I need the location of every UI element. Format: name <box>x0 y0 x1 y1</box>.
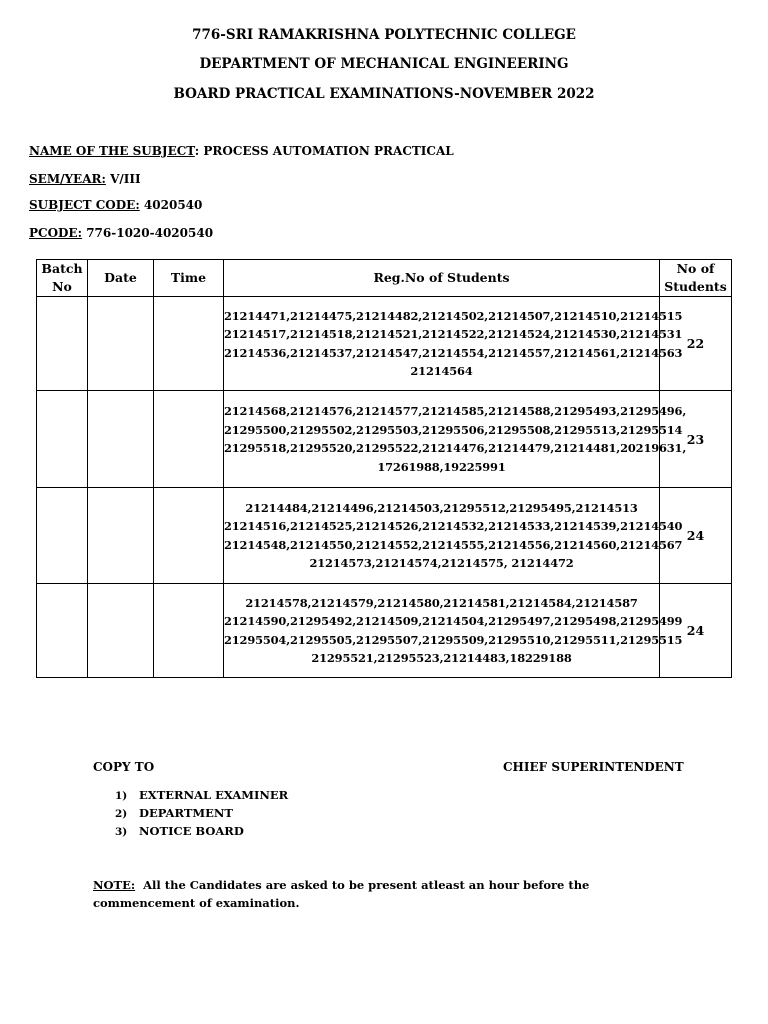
pcode-label: PCODE: <box>29 226 83 240</box>
student-count-cell: 24 <box>660 584 732 678</box>
list-item <box>115 822 288 840</box>
table-header-row <box>37 260 732 297</box>
reg-line: 21214484,21214496,21214503,21295512,21295495,21214513 <box>245 500 638 515</box>
subject-code-label: SUBJECT CODE: <box>29 198 140 212</box>
department-name: DEPARTMENT OF MECHANICAL ENGINEERING <box>199 56 569 72</box>
reg-numbers-cell <box>224 391 687 488</box>
list-item-label: EXTERNAL EXAMINER <box>139 788 289 802</box>
table-row <box>37 488 732 584</box>
reg-line: 21214590,21295492,21214509,21214504,21295497,21295498,21295499 <box>224 614 683 628</box>
time-cell <box>154 488 224 584</box>
reg-line: 21214516,21214525,21214526,21214532,21214533,21214539,21214540 <box>224 519 683 533</box>
reg-line: 21295504,21295505,21295507,21295509,21295510,21295511,21295515 <box>224 632 683 647</box>
table-row <box>37 297 732 391</box>
reg-numbers-cell <box>224 584 683 678</box>
reg-line: 21214573,21214574,21214575, 21214472 <box>309 556 574 570</box>
note-label: NOTE: <box>93 878 136 892</box>
subject-code-value: 4020540 <box>139 198 203 212</box>
date-cell <box>88 391 154 488</box>
subject-name-value: : PROCESS AUTOMATION PRACTICAL <box>194 144 454 158</box>
student-count-cell: 24 <box>660 488 732 584</box>
chief-superintendent-label: CHIEF SUPERINTENDENT <box>503 760 684 774</box>
batch-header-line2: No <box>52 279 72 294</box>
semyear-line <box>29 172 141 186</box>
reg-numbers-cell <box>224 488 683 584</box>
reg-line: 21295521,21295523,21214483,18229188 <box>311 651 572 665</box>
note-text: All the Candidates are asked to be present atleast an hour before the commencement of examination. <box>93 878 594 910</box>
batch-no-header <box>37 260 88 297</box>
table-row <box>37 391 732 488</box>
date-cell <box>88 488 154 584</box>
pcode-line <box>29 226 213 240</box>
reg-line: 21295518,21295520,21295522,21214476,21214479,21214481,20219631, <box>224 441 687 455</box>
table-row <box>37 584 732 678</box>
count-header-line1: No of <box>676 261 715 276</box>
batch-header-line1: Batch <box>41 261 83 276</box>
reg-no-header: Reg.No of Students <box>224 260 660 297</box>
batch-schedule-table <box>36 259 732 678</box>
time-cell <box>154 297 224 391</box>
batch-cell <box>37 297 88 391</box>
pcode-value: 776-1020-4020540 <box>82 226 214 240</box>
time-header: Time <box>154 260 224 297</box>
copy-to-label: COPY TO <box>93 760 155 774</box>
reg-line: 21295500,21295502,21295503,21295506,21295508,21295513,21295514 <box>224 422 683 437</box>
exam-title: BOARD PRACTICAL EXAMINATIONS-NOVEMBER 2022 <box>173 86 595 102</box>
reg-line: 21214517,21214518,21214521,21214522,21214524,21214530,21214531 <box>224 327 683 341</box>
date-cell <box>88 584 154 678</box>
note-paragraph <box>93 876 668 912</box>
copy-to-list <box>115 786 288 840</box>
list-number: 3) <box>115 826 128 838</box>
list-item-label: NOTICE BOARD <box>139 824 244 838</box>
date-cell <box>88 297 154 391</box>
list-item <box>115 786 288 804</box>
student-count-cell: 23 <box>660 391 732 488</box>
reg-line: 21214578,21214579,21214580,21214581,21214584,21214587 <box>245 595 638 610</box>
reg-line: 17261988,19225991 <box>377 459 506 474</box>
list-item-label: DEPARTMENT <box>139 806 233 820</box>
list-item <box>115 804 288 822</box>
batch-cell <box>37 584 88 678</box>
reg-line: 21214536,21214537,21214547,21214554,21214557,21214561,21214563 <box>224 345 683 360</box>
date-header: Date <box>88 260 154 297</box>
reg-numbers-cell <box>224 297 683 391</box>
time-cell <box>154 584 224 678</box>
count-header-line2: Students <box>664 279 727 294</box>
batch-cell <box>37 391 88 488</box>
subject-name-line <box>29 144 454 158</box>
reg-line: 21214471,21214475,21214482,21214502,21214507,21214510,21214515 <box>224 308 683 323</box>
list-number: 1) <box>115 790 128 802</box>
students-count-header <box>660 260 732 297</box>
semyear-value: V/III <box>105 172 141 186</box>
time-cell <box>154 391 224 488</box>
reg-line: 21214548,21214550,21214552,21214555,21214556,21214560,21214567 <box>224 537 683 552</box>
college-name: 776-SRI RAMAKRISHNA POLYTECHNIC COLLEGE <box>192 27 576 43</box>
subject-name-label: NAME OF THE SUBJECT <box>29 144 195 158</box>
reg-line: 21214564 <box>410 364 473 378</box>
semyear-label: SEM/YEAR: <box>29 172 106 186</box>
student-count-cell: 22 <box>660 297 732 391</box>
batch-cell <box>37 488 88 584</box>
subject-code-line <box>29 198 202 212</box>
reg-line: 21214568,21214576,21214577,21214585,21214588,21295493,21295496, <box>224 404 687 418</box>
list-number: 2) <box>115 808 128 820</box>
